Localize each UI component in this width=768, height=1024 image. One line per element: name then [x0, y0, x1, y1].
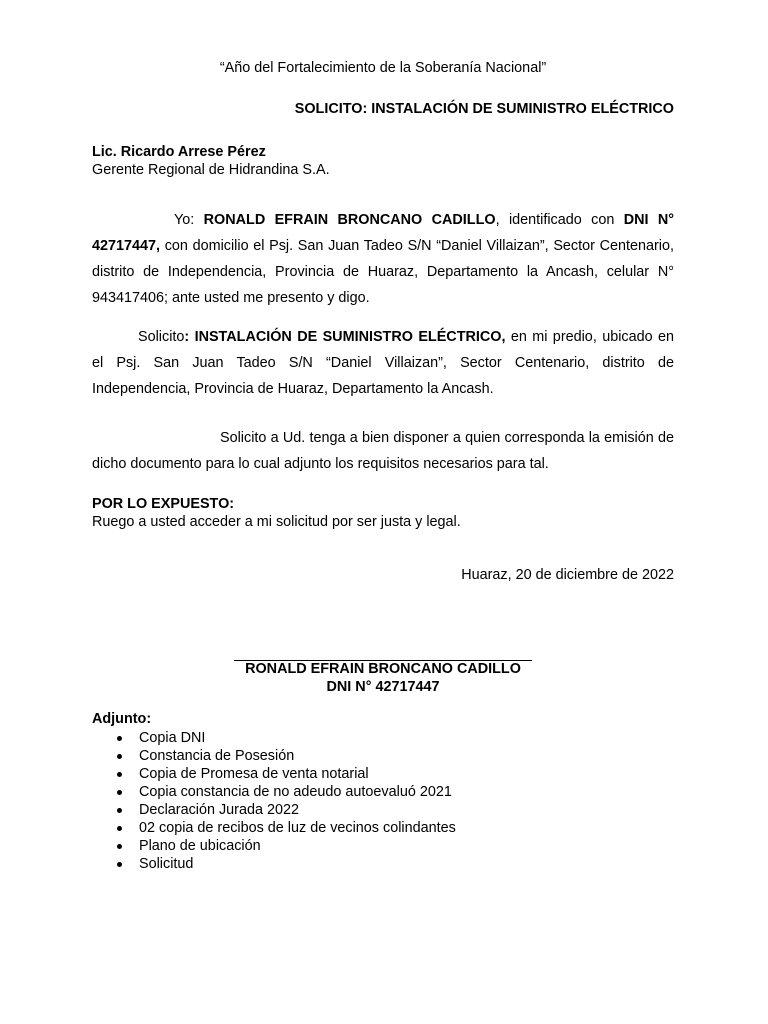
- list-item: [92, 765, 456, 783]
- bullet-icon: [117, 754, 122, 759]
- bullet-icon: [117, 808, 122, 813]
- letter-subject: SOLICITO: INSTALACIÓN DE SUMINISTRO ELÉCTRICO: [294, 101, 674, 117]
- applicant-dni: DNI N° 42717447,: [92, 212, 675, 254]
- intro-rest: con domicilio el Psj. San Juan Tadeo S/N “Daniel Villaizan”, Sector Centenario, distrito de Independencia, Provincia de Huaraz, Departamento la Ancash, celular N° 943417406; ante usted me presento y digo.: [92, 238, 674, 306]
- list-item: [92, 729, 456, 747]
- closing-title: POR LO EXPUESTO:: [92, 496, 235, 512]
- bullet-icon: [117, 790, 122, 795]
- attachment-label: Plano de ubicación: [139, 838, 261, 854]
- attachment-label: Solicitud: [139, 856, 194, 872]
- bullet-icon: [117, 862, 122, 867]
- attachments-list: [92, 729, 456, 873]
- intro-mid: , identificado con: [495, 212, 624, 228]
- closing-text: Ruego a usted acceder a mi solicitud por ser justa y legal.: [92, 514, 461, 530]
- list-item: [92, 837, 456, 855]
- signer-name: RONALD EFRAIN BRONCANO CADILLO: [245, 661, 521, 677]
- bullet-icon: [117, 826, 122, 831]
- list-item: [92, 747, 456, 765]
- attachment-label: 02 copia de recibos de luz de vecinos colindantes: [139, 820, 456, 836]
- attachment-label: Declaración Jurada 2022: [139, 802, 299, 818]
- attachment-label: Constancia de Posesión: [139, 748, 295, 764]
- attachments-title: Adjunto:: [92, 711, 152, 727]
- intro-paragraph: [92, 207, 674, 311]
- applicant-name: RONALD EFRAIN BRONCANO CADILLO: [203, 212, 496, 228]
- attachment-label: Copia constancia de no adeudo autoevaluó 2021: [139, 784, 452, 800]
- petition-paragraph: Solicito a Ud. tenga a bien disponer a quien corresponda la emisión de dicho documento para lo cual adjunto los requisitos necesarios para tal.: [92, 430, 674, 472]
- attachment-label: Copia de Promesa de venta notarial: [139, 766, 369, 782]
- bullet-icon: [117, 772, 122, 777]
- bullet-icon: [117, 736, 122, 741]
- request-subject: : INSTALACIÓN DE SUMINISTRO ELÉCTRICO,: [184, 329, 506, 345]
- intro-lead: Yo:: [174, 212, 204, 228]
- list-item: [92, 783, 456, 801]
- recipient-role: Gerente Regional de Hidrandina S.A.: [92, 162, 330, 178]
- year-motto: “Año del Fortalecimiento de la Soberanía Nacional”: [219, 60, 547, 76]
- place-date: Huaraz, 20 de diciembre de 2022: [461, 567, 674, 583]
- signer-dni: DNI N° 42717447: [326, 679, 440, 695]
- request-paragraph: [92, 324, 674, 402]
- list-item: [92, 819, 456, 837]
- recipient-name: Lic. Ricardo Arrese Pérez: [92, 144, 266, 160]
- attachment-label: Copia DNI: [139, 730, 206, 746]
- list-item: [92, 801, 456, 819]
- letter-page: [92, 0, 674, 1024]
- request-rest: en mi predio, ubicado en el Psj. San Juan Tadeo S/N “Daniel Villaizan”, Sector Centenario, distrito de Independencia, Provincia de Huaraz, Departamento la Ancash.: [92, 329, 674, 397]
- list-item: [92, 855, 456, 873]
- request-lead: Solicito: [138, 329, 185, 345]
- bullet-icon: [117, 844, 122, 849]
